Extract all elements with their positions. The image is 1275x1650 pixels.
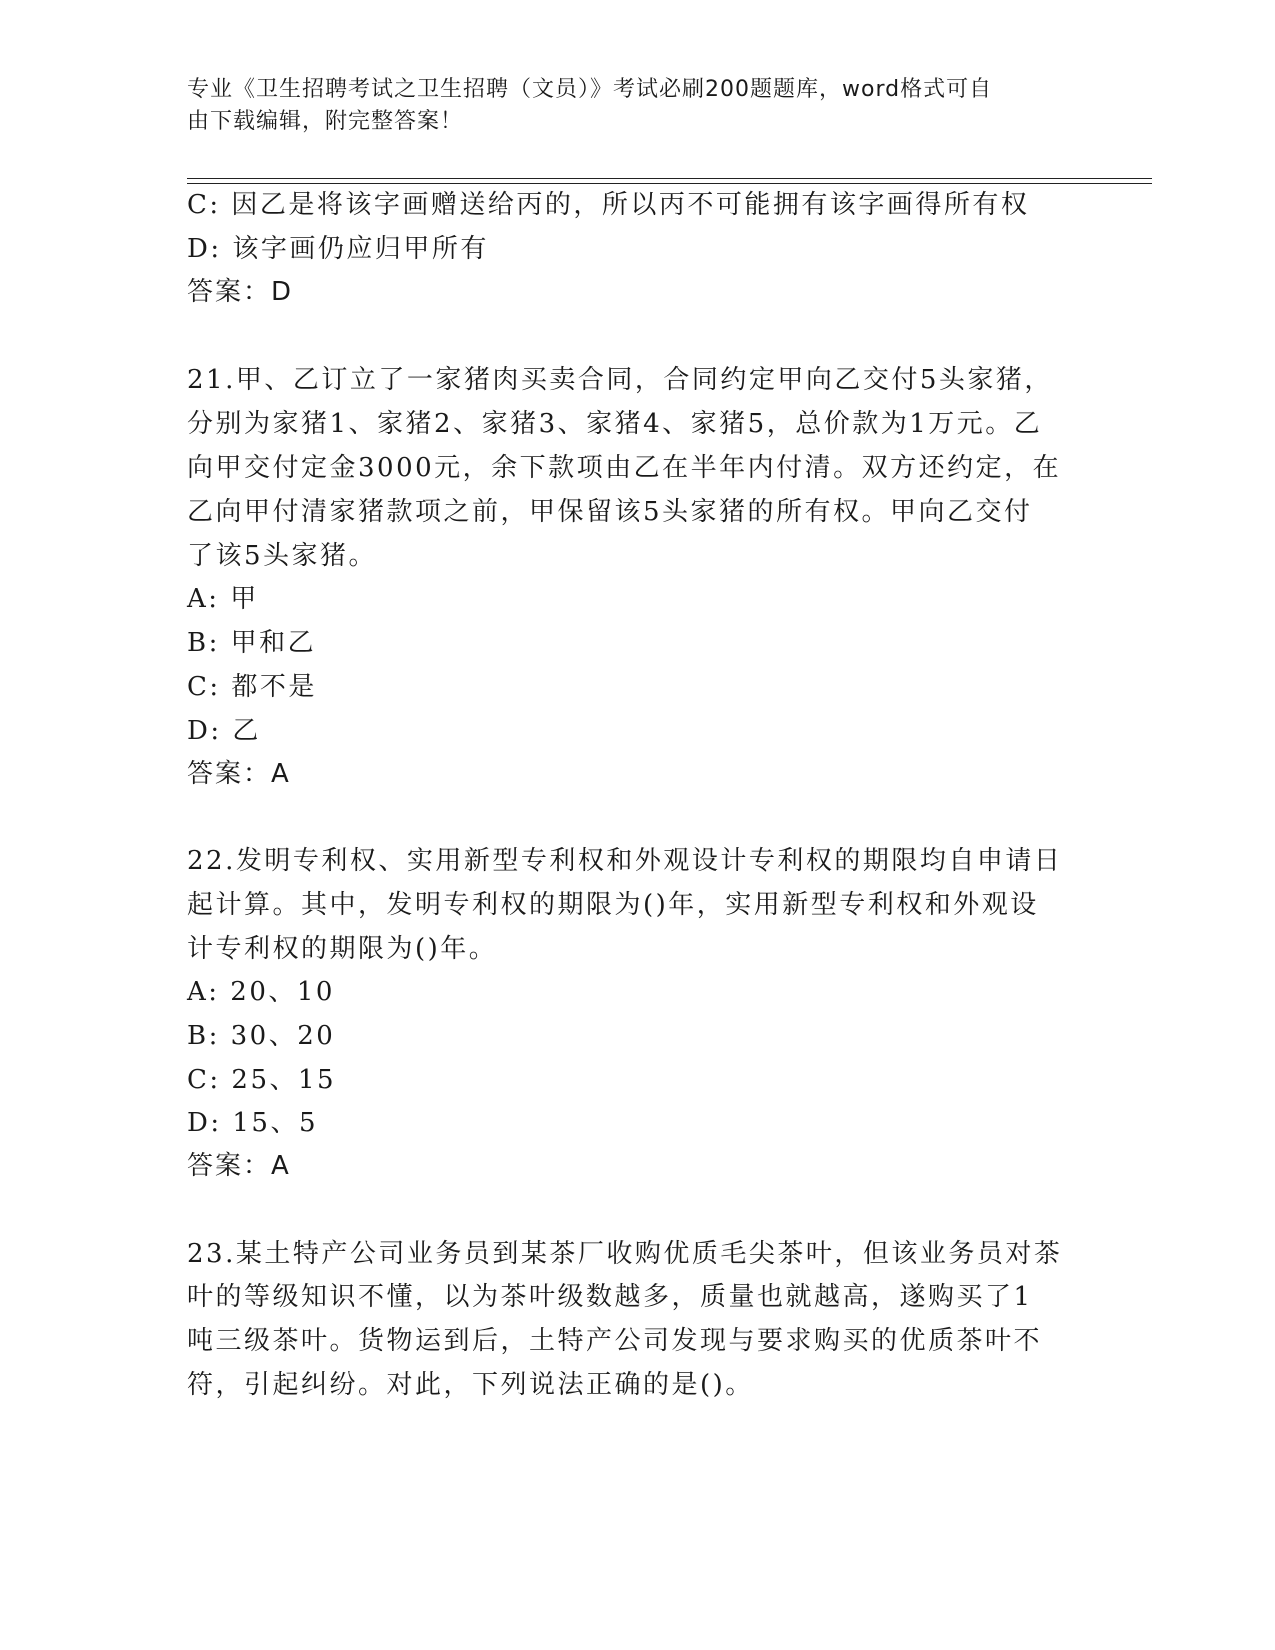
header-line-1: 专业《卫生招聘考试之卫生招聘（文员）》考试必刷200题题库，word格式可自 — [187, 77, 993, 102]
q22-option-b: B: 30、20 — [187, 1021, 336, 1051]
q23-line: 符，引起纠纷。对此，下列说法正确的是()。 — [187, 1370, 754, 1400]
q21-line: 乙向甲付清家猪款项之前，甲保留该5头家猪的所有权。甲向乙交付 — [187, 497, 1033, 527]
q21-option-b: B: 甲和乙 — [187, 628, 317, 658]
header-divider-top — [187, 178, 1152, 179]
q22-line: 22.发明专利权、实用新型专利权和外观设计专利权的期限均自申请日 — [187, 846, 1063, 876]
document-header — [187, 74, 1067, 138]
q22-line: 起计算。其中，发明专利权的期限为()年，实用新型专利权和外观设 — [187, 890, 1039, 920]
prev-option-c: C: 因乙是将该字画赠送给丙的，所以丙不可能拥有该字画得所有权 — [187, 190, 1030, 220]
q21-option-a: A: 甲 — [187, 584, 259, 614]
q23-line: 叶的等级知识不懂，以为茶叶级数越多，质量也就越高，遂购买了1 — [187, 1282, 1033, 1312]
q22-answer: 答案：A — [187, 1151, 291, 1181]
q22-option-a: A: 20、10 — [187, 977, 335, 1007]
header-divider-bottom — [187, 183, 1152, 184]
q21-option-d: D: 乙 — [187, 716, 261, 746]
q22-line: 计专利权的期限为()年。 — [187, 934, 498, 964]
q21-line: 分别为家猪1、家猪2、家猪3、家猪4、家猪5，总价款为1万元。乙 — [187, 409, 1043, 439]
q22-option-c: C: 25、15 — [187, 1065, 337, 1095]
q23-line: 23.某土特产公司业务员到某茶厂收购优质毛尖茶叶，但该业务员对茶 — [187, 1239, 1063, 1269]
q21-option-c: C: 都不是 — [187, 672, 317, 702]
q21-line: 21.甲、乙订立了一家猪肉买卖合同，合同约定甲向乙交付5头家猪， — [187, 365, 1053, 395]
q21-line: 向甲交付定金3000元，余下款项由乙在半年内付清。双方还约定，在 — [187, 453, 1062, 483]
header-line-2: 由下载编辑，附完整答案！ — [187, 109, 464, 134]
q21-line: 了该5头家猪。 — [187, 541, 378, 571]
q23-line: 吨三级茶叶。货物运到后，土特产公司发现与要求购买的优质茶叶不 — [187, 1326, 1043, 1356]
q22-option-d: D: 15、5 — [187, 1108, 318, 1138]
q21-answer: 答案：A — [187, 759, 291, 789]
prev-answer: 答案：D — [187, 277, 294, 307]
prev-option-d: D: 该字画仍应归甲所有 — [187, 234, 489, 264]
